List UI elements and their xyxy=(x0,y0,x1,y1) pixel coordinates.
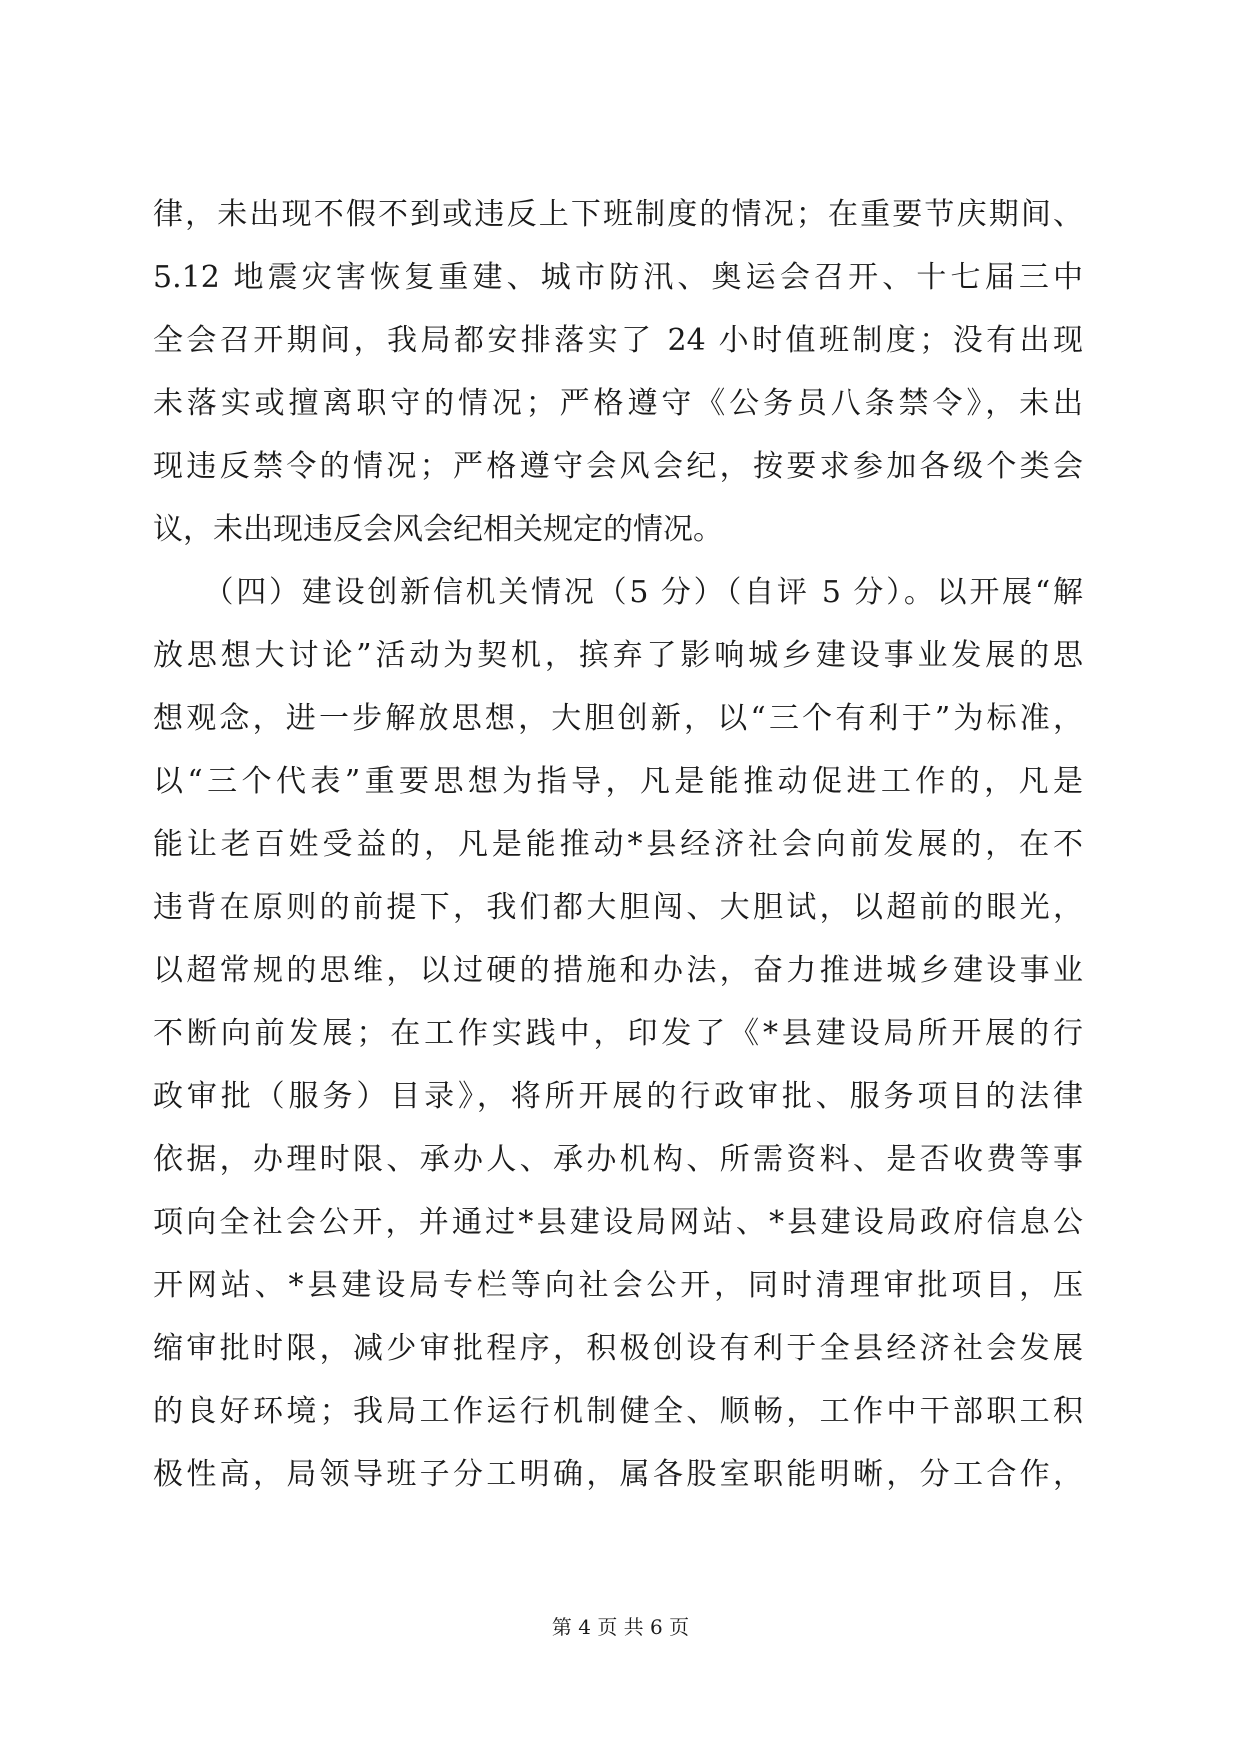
text-line: 依据，办理时限、承办人、承办机构、所需资料、是否收费等事 xyxy=(153,1142,1083,1177)
text-line: 项向全社会公开，并通过*县建设局网站、*县建设局政府信息公 xyxy=(153,1205,1083,1240)
text-line: 以超常规的思维，以过硬的措施和办法，奋力推进城乡建设事业 xyxy=(153,953,1083,988)
text-line: （四）建设创新信机关情况（5 分）（自评 5 分）。以开展“解 xyxy=(153,575,1083,610)
text-line: 想观念，进一步解放思想，大胆创新，以“三个有利于”为标准， xyxy=(153,701,1083,736)
page-number-footer: 第 4 页 共 6 页 xyxy=(551,1615,690,1639)
text-line: 现违反禁令的情况；严格遵守会风会纪，按要求参加各级个类会 xyxy=(153,449,1083,484)
text-line: 能让老百姓受益的，凡是能推动*县经济社会向前发展的，在不 xyxy=(153,827,1083,862)
text-line: 以“三个代表”重要思想为指导，凡是能推动促进工作的，凡是 xyxy=(153,764,1083,799)
text-line: 全会召开期间，我局都安排落实了 24 小时值班制度；没有出现 xyxy=(153,323,1083,358)
text-line: 放思想大讨论”活动为契机，摈弃了影响城乡建设事业发展的思 xyxy=(153,638,1083,673)
text-line: 开网站、*县建设局专栏等向社会公开，同时清理审批项目，压 xyxy=(153,1268,1083,1303)
text-line: 违背在原则的前提下，我们都大胆闯、大胆试，以超前的眼光， xyxy=(153,890,1083,925)
text-line: 未落实或擅离职守的情况；严格遵守《公务员八条禁令》，未出 xyxy=(153,386,1083,421)
text-line: 律，未出现不假不到或违反上下班制度的情况；在重要节庆期间、 xyxy=(153,197,1083,232)
text-line: 政审批（服务）目录》，将所开展的行政审批、服务项目的法律 xyxy=(153,1079,1083,1114)
text-line: 极性高，局领导班子分工明确，属各股室职能明晰，分工合作， xyxy=(153,1457,1083,1492)
text-line: 议，未出现违反会风会纪相关规定的情况。 xyxy=(153,512,723,547)
text-line: 缩审批时限，减少审批程序，积极创设有利于全县经济社会发展 xyxy=(153,1331,1083,1366)
text-line: 不断向前发展；在工作实践中，印发了《*县建设局所开展的行 xyxy=(153,1016,1083,1051)
text-line: 的良好环境；我局工作运行机制健全、顺畅，工作中干部职工积 xyxy=(153,1394,1083,1429)
text-line: 5.12 地震灾害恢复重建、城市防汛、奥运会召开、十七届三中 xyxy=(153,260,1083,295)
